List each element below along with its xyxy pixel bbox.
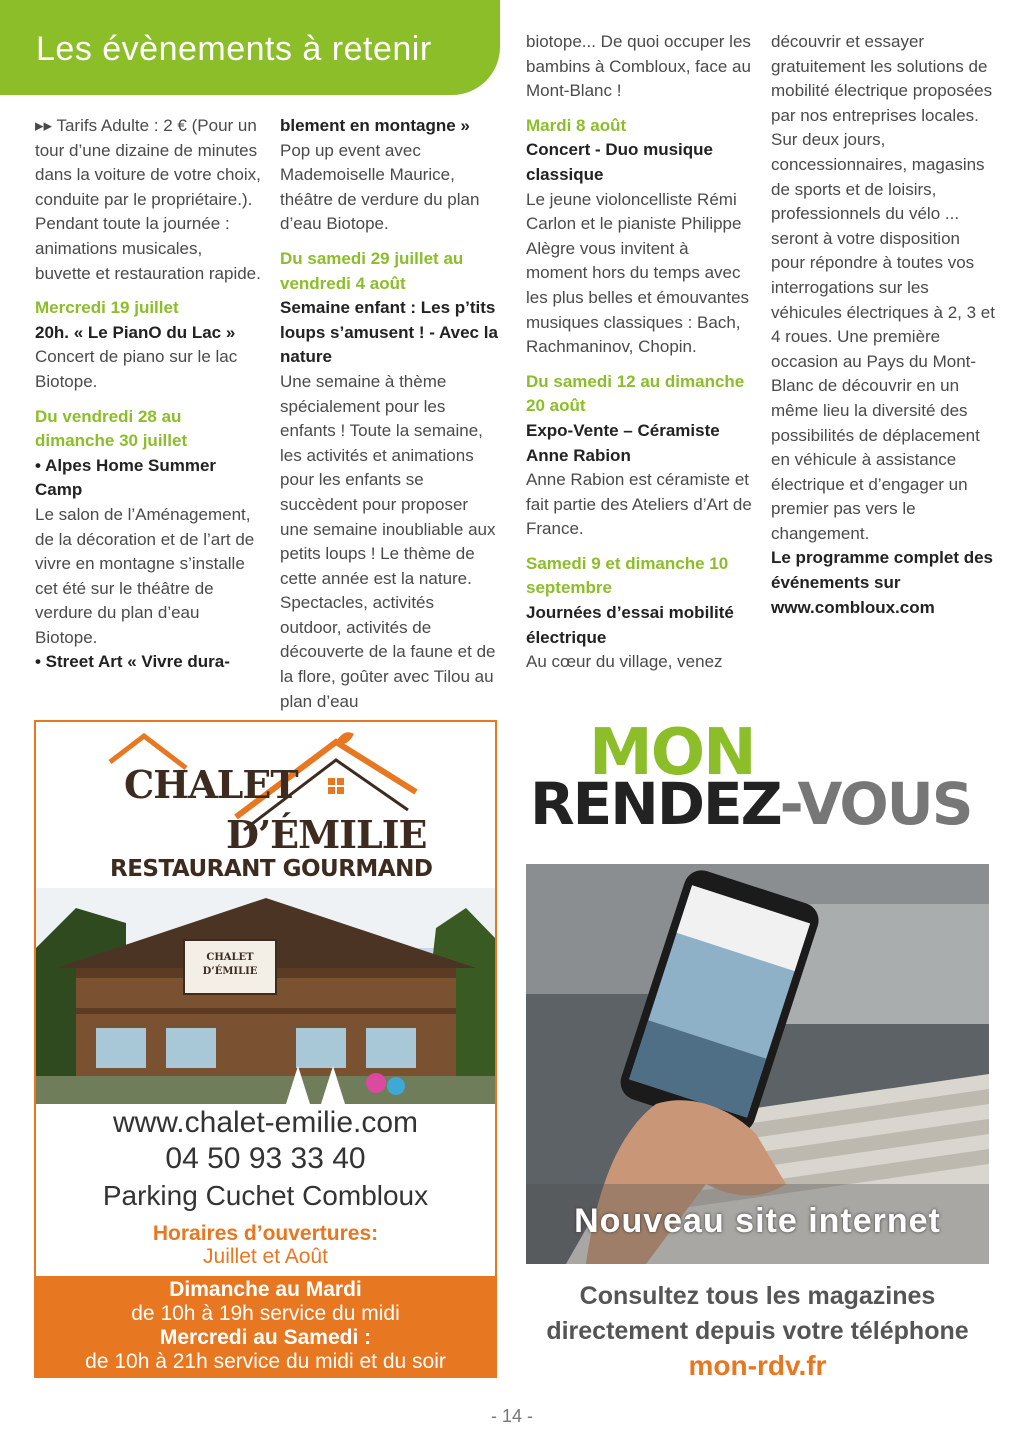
event-date: Samedi 9 et dimanche 10 septembre: [526, 553, 729, 598]
event-title: Semaine enfant : Les p’tits loups s’amusent ! - Avec la nature: [280, 298, 498, 367]
event-title: 20h. « Le PianO du Lac »: [35, 322, 236, 342]
event-text: Au cœur du village, venez: [526, 652, 723, 672]
event-text: Anne Rabion est céramiste et fait partie des Ateliers d’Art de France.: [526, 470, 752, 539]
rdv-tagline: Consultez tous les magazines: [579, 1282, 936, 1310]
text-column-4: [771, 30, 997, 710]
hours-days: Mercredi au Samedi :: [159, 1326, 372, 1349]
chalet-photo: [36, 888, 495, 1104]
chalet-sign-text: CHALET: [206, 952, 254, 963]
mon-rdv-logo-mon: MON: [589, 716, 755, 790]
event-date: Du samedi 12 au dimanche 20 août: [526, 371, 745, 416]
rdv-website-link[interactable]: mon-rdv.fr: [688, 1350, 827, 1381]
hours-title: Horaires d’ouvertures:: [152, 1222, 379, 1245]
chalet-logo-text: D’ÉMILIE: [226, 812, 427, 857]
parking-text: Parking Cuchet Combloux: [102, 1180, 429, 1211]
chalet-logo-text: CHALET: [124, 762, 298, 807]
hours-season: Juillet et Août: [203, 1245, 328, 1268]
logo-vous: VOUS: [797, 770, 972, 838]
event-date: Du vendredi 28 au dimanche 30 juillet: [35, 406, 188, 451]
event-title: • Alpes Home Summer Camp: [35, 455, 217, 500]
event-text: biotope... De quoi occuper les bambins à Combloux, face au Mont-Blanc !: [526, 32, 751, 101]
program-link-text[interactable]: Le programme complet des événements sur www.combloux.com: [771, 548, 994, 617]
hours-band: [36, 1276, 495, 1378]
event-title: • Street Art « Vivre dura-: [35, 652, 230, 672]
hours-times: de 10h à 19h service du midi: [131, 1302, 400, 1325]
mon-rdv-logo: [530, 770, 972, 838]
chalet-sign-text: D’ÉMILIE: [202, 966, 258, 977]
new-website-banner: Nouveau site internet: [574, 1202, 941, 1240]
event-date: Du samedi 29 juillet au vendredi 4 août: [280, 248, 464, 293]
chalet-emilie-ad[interactable]: [34, 720, 497, 1378]
event-date: Mercredi 19 juillet: [35, 298, 179, 318]
event-text: Une semaine à thème spécialement pour les enfants ! Toute la semaine, les activités et animations pour les enfants se succèdent pour proposer une semaine inoubliable aux petits loups ! Le thème de cette année est la nature. Spectacles, activités outdoor, activités de découverte de la faune et de la flore, goûter avec Tilou au plan d’eau: [280, 371, 496, 711]
text-column-3: [526, 30, 752, 710]
hours-times: de 10h à 21h service du midi et du soir: [85, 1350, 446, 1373]
phone-number[interactable]: 04 50 93 33 40: [165, 1142, 366, 1175]
event-text: Pop up event avec Mademoiselle Maurice, théâtre de verdure du plan d’eau Biotope.: [280, 140, 480, 234]
logo-dash: -: [779, 770, 798, 838]
event-title: Concert - Duo musique classique: [526, 140, 714, 184]
tarif-paragraph: ▸▸ Tarifs Adulte : 2 € (Pour un tour d’une dizaine de minutes dans la voiture de votre choix, conduite par le propriétaire.). Pendant toute la journée : animations musicales, buvette et restauration rapide.: [35, 116, 261, 283]
rdv-tagline: directement depuis votre téléphone: [546, 1317, 969, 1345]
hours-days: Dimanche au Mardi: [169, 1278, 362, 1301]
page-number: - 14 -: [490, 1406, 533, 1426]
event-title: Journées d’essai mobilité électrique: [526, 603, 734, 647]
website-link[interactable]: www.chalet-emilie.com: [112, 1106, 419, 1139]
logo-rendez: RENDEZ: [530, 770, 780, 838]
event-date: Mardi 8 août: [526, 115, 627, 135]
page-title: Les évènements à retenir: [36, 30, 432, 68]
event-text: Le jeune violoncelliste Rémi Carlon et le pianiste Philippe Alègre vous invitent à moment hors du temps avec les plus belles et émouvantes musiques classiques : Bach, Rachmaninov, Chopin.: [526, 189, 750, 357]
event-title: Expo-Vente – Céramiste Anne Rabion: [526, 420, 720, 465]
event-title: blement en montagne »: [280, 116, 470, 135]
text-column-2: [280, 114, 500, 714]
text-column-1: [35, 114, 261, 714]
section-header: [0, 0, 500, 95]
event-text: découvrir et essayer gratuitement les solutions de mobilité électrique proposées par nos entreprises locales. Sur deux jours, concessionnaires, magasins de sports et de loisirs, professionnels du vélo ... seront à votre disposition pour répondre à toutes vos interrogations sur les véhicules électriques à 2, 3 et 4 roues. Une première occasion au Pays du Mont-Blanc de découvrir en un même lieu la diversité des possibilités de déplacement en véhicule à assistance électrique et d’engager un premier pas vers le changement.: [771, 32, 995, 543]
restaurant-subtitle: RESTAURANT GOURMAND: [110, 856, 433, 882]
event-text: Concert de piano sur le lac Biotope.: [35, 347, 238, 391]
event-text: Le salon de l’Aménagement, de la décoration et de l’art de vivre en montagne s’installe cet été sur le théâtre de verdure du plan d’eau Biotope.: [35, 504, 255, 647]
